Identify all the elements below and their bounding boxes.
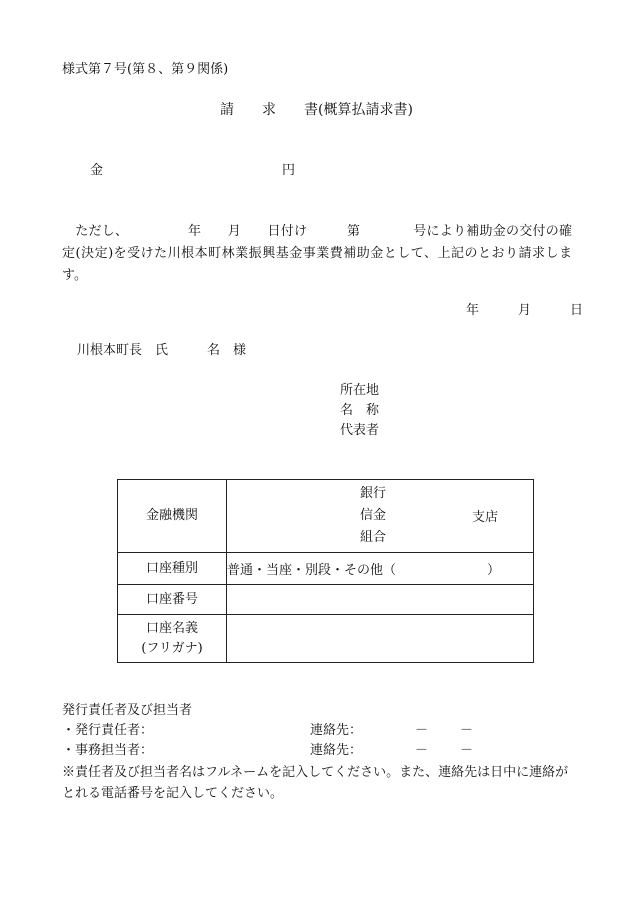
account-name-kana-label: (フリガナ) [141,640,203,656]
account-number-label: 口座番号 [118,585,227,615]
bank-institution-row [118,480,534,553]
amount-prefix: 金 [90,163,104,178]
account-name-field[interactable] [227,615,534,663]
bank-option: 銀行 [359,486,386,501]
branch-label: 支店 [472,510,499,525]
issuer-label: ・発行責任者： [62,723,154,738]
staff-label: ・事務担当者： [62,743,154,758]
document-title: 請 求 書(概算払請求書) [220,102,413,118]
issuer-contact-label: 連絡先： [310,723,363,738]
account-type-label: 口座種別 [118,553,227,585]
staff-phone-dash-2: － [460,743,474,758]
applicant-name-label: 名 称 [340,403,380,418]
request-date: 年 月 日 [466,303,584,318]
kumiai-option: 組合 [359,530,386,545]
form-number: 様式第７号(第８、第９関係) [62,62,229,77]
account-type-options[interactable]: 普通・当座・別段・その他（ ） [227,553,534,585]
fullname-note: ※責任者及び担当者名はフルネームを記入してください。また、連絡先は日中に連絡がとれる電話番号を記入してください。 [62,765,569,801]
account-number-field[interactable] [227,585,534,615]
addressee: 川根本町長 氏 名 様 [77,343,247,358]
account-name-label: 口座名義 [145,620,198,636]
account-name-row [118,615,534,663]
applicant-address-label: 所在地 [340,383,380,398]
shinkin-option: 信金 [359,508,386,523]
applicant-rep-label: 代表者 [340,423,380,438]
request-body-text: ただし、 年 月 日付け 第 号により補助金の交付の確定(決定)を受けた川根本町林業振興基金事業費補助金として、上記のとおり請求します。 [62,224,572,283]
account-number-row [118,585,534,615]
staff-contact-label: 連絡先： [310,743,363,758]
bank-account-table [117,479,534,663]
account-name-label-cell [118,615,227,663]
institution-field[interactable] [227,480,534,553]
institution-label: 金融機関 [118,480,227,553]
staff-phone-dash-1: － [415,743,429,758]
issuer-phone-dash-1: － [415,723,429,738]
issuer-phone-dash-2: － [460,723,474,738]
account-type-row [118,553,534,585]
amount-suffix: 円 [282,163,296,178]
contacts-heading: 発行責任者及び担当者 [62,703,193,718]
